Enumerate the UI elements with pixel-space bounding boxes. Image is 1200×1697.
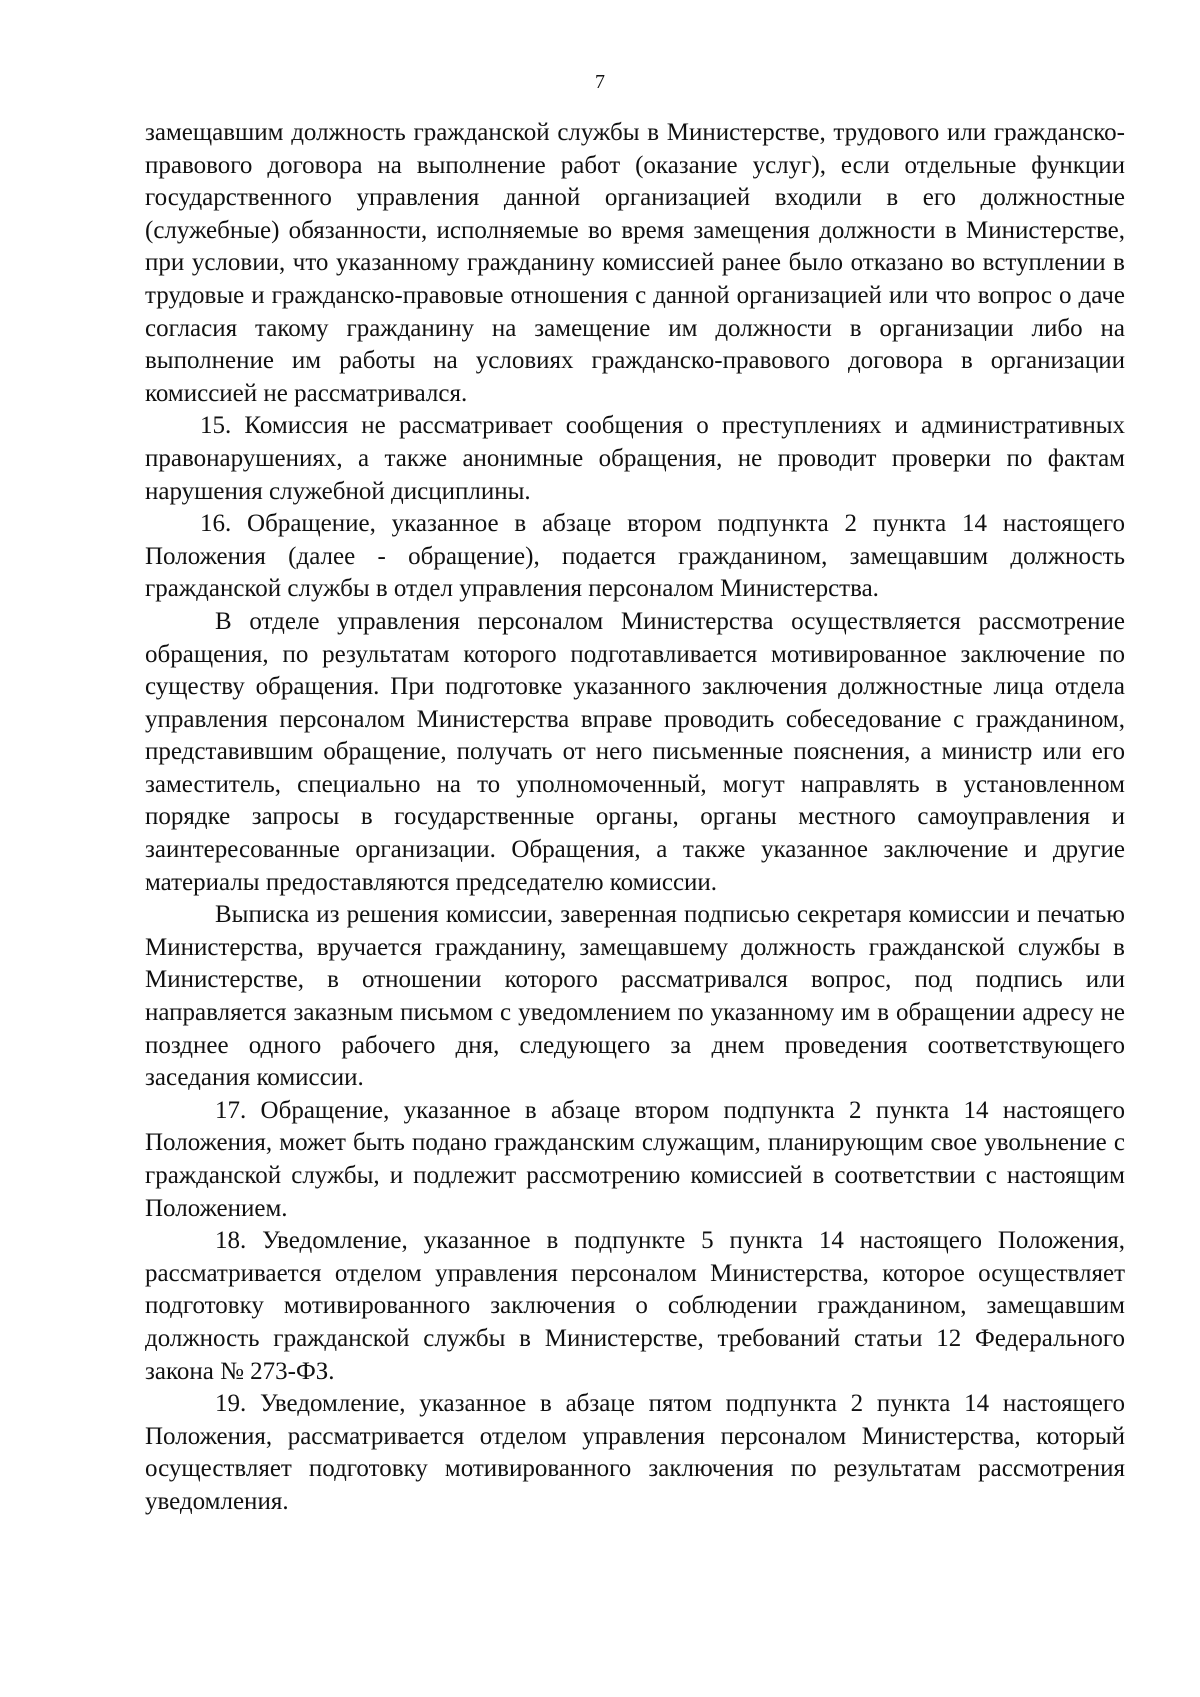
paragraph-item-15: 15. Комиссия не рассматривает сообщения о преступлениях и административных правонарушениях, а также анонимные обращения, не проводит проверки по фактам нарушения служебной дисциплины. bbox=[145, 412, 1125, 505]
paragraph-item-16-review: В отделе управления персоналом Министерства осуществляется рассмотрение обращения, по результатам которого подготавливается мотивированное заключение по существу обращения. При подготовке указанного заключения должностные лица отдела управления персоналом Министерства вправе проводить собеседование с гражданином, представившим обращение, получать от него письменные пояснения, а министр или его заместитель, специально на то уполномоченный, могут направлять в установленном порядке запросы в государственные органы, органы местного самоуправления и заинтересованные организации. Обращения, а также указанное заключение и другие материалы предоставляются председателю комиссии. bbox=[145, 607, 1125, 896]
paragraph-item-18: 18. Уведомление, указанное в подпункте 5 пункта 14 настоящего Положения, рассматривается отделом управления персоналом Министерства, которое осуществляет подготовку мотивированного заключения о соблюдении гражданином, замещавшим должность гражданской службы в Министерстве, требований статьи 12 Федерального закона № 273-ФЗ. bbox=[145, 1227, 1125, 1385]
paragraph-item-17: 17. Обращение, указанное в абзаце втором подпункта 2 пункта 14 настоящего Положения, может быть подано гражданским служащим, планирующим свое увольнение с гражданской службы, и подлежит рассмотрению комиссией в соответствии с настоящим Положением. bbox=[145, 1096, 1125, 1222]
paragraph-item-19: 19. Уведомление, указанное в абзаце пятом подпункта 2 пункта 14 настоящего Положения, рассматривается отделом управления персоналом Министерства, который осуществляет подготовку мотивированного заключения по результатам рассмотрения уведомления. bbox=[145, 1390, 1125, 1515]
document-body bbox=[145, 117, 1125, 1519]
paragraph-item-16-extract: Выписка из решения комиссии, заверенная подписью секретаря комиссии и печатью Министерства, вручается гражданину, замещавшему должность гражданской службы в Министерстве, в отношении которого рассматривался вопрос, под подпись или направляется заказным письмом с уведомлением по указанному им в обращении адресу не позднее одного рабочего дня, следующего за днем проведения соответствующего заседания комиссии. bbox=[145, 901, 1125, 1092]
paragraph-item-16: 16. Обращение, указанное в абзаце втором подпункта 2 пункта 14 настоящего Положения (далее - обращение), подается гражданином, замещавшим должность гражданской службы в отдел управления персоналом Министерства. bbox=[145, 510, 1125, 603]
page-number: 7 bbox=[595, 71, 605, 93]
paragraph-continuation: замещавшим должность гражданской службы в Министерстве, трудового или гражданско-правового договора на выполнение работ (оказание услуг), если отдельные функции государственного управления данной организацией входили в его должностные (служебные) обязанности, исполняемые во время замещения должности в Министерстве, при условии, что указанному гражданину комиссией ранее было отказано во вступлении в трудовые и гражданско-правовые отношения с данной организацией или что вопрос о даче согласия такому гражданину на замещение им должности в организации либо на выполнение им работы на условиях гражданско-правового договора в организации комиссией не рассматривался. bbox=[145, 119, 1125, 407]
